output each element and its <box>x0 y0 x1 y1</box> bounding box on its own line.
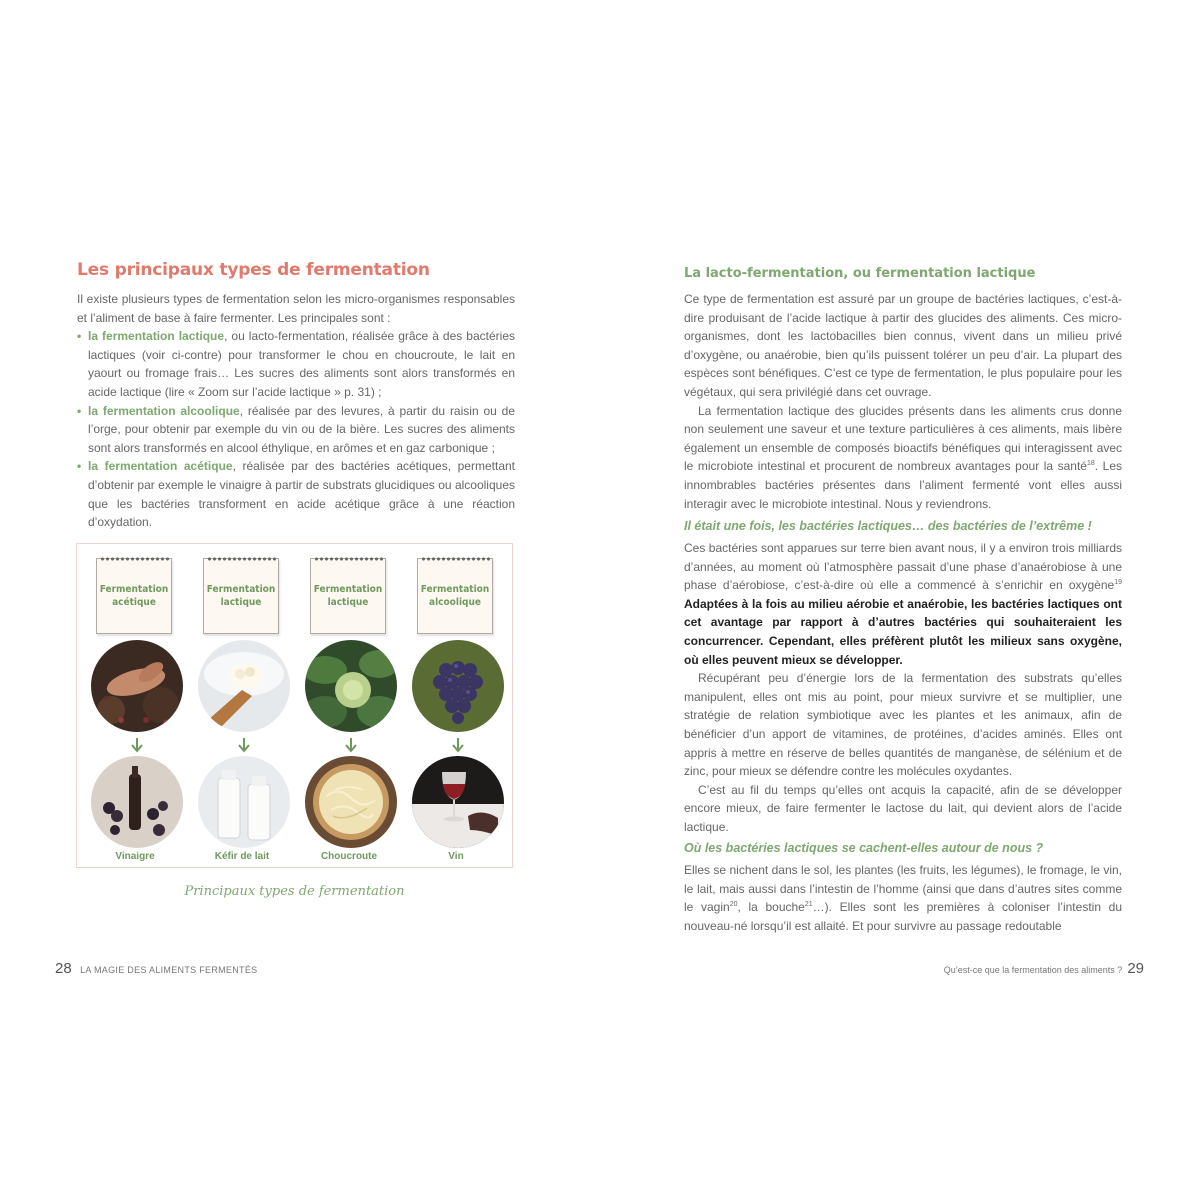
paragraph <box>684 861 1122 935</box>
paragraph <box>684 402 1122 514</box>
arrow-down-icon <box>130 737 144 753</box>
milk-bottles-photo <box>198 756 290 848</box>
grapes-photo <box>412 640 504 732</box>
bullet-icon: • <box>77 329 82 344</box>
notepad-card <box>417 558 493 634</box>
bullet-icon: • <box>77 403 82 418</box>
fermentation-figure <box>76 543 513 868</box>
fermentation-list <box>77 327 515 532</box>
right-page-footer <box>914 960 1144 977</box>
footnote-ref: 21 <box>804 901 813 909</box>
list-item <box>77 327 515 401</box>
list-text: , réalisée par des bactéries acétiques, permettant d’obtenir par exemple le vinaigre à partir de substrats glucidiques ou alcooliques que les bactéries transforment en acide acétique grâce à une réaction d’oxydation. <box>88 459 515 530</box>
list-term: la fermentation acétique <box>88 459 233 474</box>
notepad-label: Fermentation alcoolique <box>420 584 490 608</box>
figure-label: Kéfir de lait <box>214 851 270 862</box>
arrow-down-icon <box>451 737 465 753</box>
list-term: la fermentation lactique <box>88 329 225 344</box>
paragraph: Ce type de fermentation est assuré par un groupe de bactéries lactiques, c’est-à-dire produisant de l’acide lactique à partir des glucides des aliments. Ces micro-organismes, dont les lactobacilles bien connus, vivent dans un milieu privé d’oxygène, ou anaérobie, bien qu’ils puissent tolérer un peu d’air. La plupart des espèces sont bénéfiques. C’est ce type de fermentation, le plus populaire pour les végétaux, qui sera privilégié dans cet ouvrage. <box>684 292 1122 399</box>
kefir-grains-photo <box>198 640 290 732</box>
paragraph: C’est au fil du temps qu’elles ont acquis la capacité, afin de se développer encore mieux, de faire fermenter le lactose du lait, qui devient alors de l’acide lactique. <box>684 782 1122 834</box>
bullet-icon: • <box>77 459 82 474</box>
arrow-down-icon <box>237 737 251 753</box>
notepad-label: Fermentation lactique <box>313 584 383 608</box>
paragraph-text: Elles se nichent dans le sol, les plantes (les fruits, les légumes), le fromage, le vin, le lait, mais aussi dans l’intestin de l’homme (ainsi que dans d’autres sites comme le vagin <box>684 863 1122 915</box>
figure-label: Choucroute <box>320 851 378 862</box>
spiral-binding-icon <box>100 555 170 563</box>
hands-soil-photo <box>91 640 183 732</box>
list-item <box>77 402 515 458</box>
figure-column-kefir <box>192 544 292 869</box>
list-item <box>77 457 515 531</box>
subheading: Où les bactéries lactiques se cachent-elles autour de nous ? <box>684 841 1044 855</box>
cabbage-photo <box>305 640 397 732</box>
running-title: LA MAGIE DES ALIMENTS FERMENTÉS <box>80 965 258 975</box>
footnote-ref: 20 <box>729 901 738 909</box>
subheading: Il était une fois, les bactéries lactiques… des bactéries de l’extrême ! <box>684 519 1092 533</box>
spiral-binding-icon <box>314 555 384 563</box>
notepad-card <box>310 558 386 634</box>
intro-paragraph: Il existe plusieurs types de fermentation selon les micro-organismes responsables et l’aliment de base à faire fermenter. Les principales sont : <box>77 292 515 325</box>
notepad-label: Fermentation lactique <box>206 584 276 608</box>
notepad-card <box>203 558 279 634</box>
figure-caption: Principaux types de fermentation <box>184 884 405 899</box>
figure-column-acetique <box>85 544 185 869</box>
emphasis-text: Adaptées à la fois au milieu aérobie et anaérobie, les bactéries lactiques ont cet avantage par rapport à d’autres bactéries qui souhaiteraient les concurrencer. Cependant, elles préfèrent plutôt les milieux sans oxygène, où elles peuvent mieux se développer. <box>684 596 1122 667</box>
right-body-text-2 <box>684 539 1122 837</box>
figure-column-choucroute <box>299 544 399 869</box>
right-body-text-1 <box>684 290 1122 513</box>
right-page <box>600 0 1200 1200</box>
spiral-binding-icon <box>421 555 491 563</box>
figure-column-vin <box>406 544 506 869</box>
section-heading: La lacto-fermentation, ou fermentation lactique <box>684 266 1036 281</box>
wine-glass-photo <box>412 756 504 848</box>
list-text: , ou lacto-fermentation, réalisée grâce à des bactéries lactiques (voir ci-contre) pour transformer le chou en choucroute, le lait en yaourt ou fromage frais… Les sucres des aliments sont alors transformés en acide lactique (lire « Zoom sur l’acide lactique » p. 31) ; <box>88 329 515 399</box>
spiral-binding-icon <box>207 555 277 563</box>
notepad-card <box>96 558 172 634</box>
paragraph <box>684 539 1122 669</box>
figure-label: Vinaigre <box>115 851 155 862</box>
running-title: Qu’est-ce que la fermentation des aliments ? <box>943 965 1123 975</box>
left-page-footer <box>55 960 257 977</box>
figure-label: Vin <box>448 851 464 862</box>
page-number: 29 <box>1127 960 1144 977</box>
paragraph-text: La fermentation lactique des glucides présents dans les aliments crus donne non seulement une saveur et une texture particulières à ces aliments, mais libère également un ensemble de composés bioactifs bénéfiques qui interagissent avec le microbiote intestinal et procurent de nombreux avantages pour la santé <box>684 403 1122 474</box>
paragraph-text: . Les innombrables bactéries présentes dans l’aliment fermenté vont elles aussi interagir avec le microbiote intestinal. Nous y reviendrons. <box>684 459 1123 511</box>
list-text: , réalisée par des levures, à partir du raisin ou de l’orge, pour obtenir par exemple du vin ou de la bière. Les sucres des aliments sont alors transformés en alcool éthylique, en arômes et en gaz carbonique ; <box>88 403 516 455</box>
list-term: la fermentation alcoolique <box>88 403 240 418</box>
notepad-label: Fermentation acétique <box>99 584 169 608</box>
paragraph: Récupérant peu d’énergie lors de la fermentation des substrats qu’elles manipulent, elles ont mis au point, pour mieux survivre et se multiplier, une stratégie de relation symbiotique avec les plantes et les animaux, afin de bénéficier d’un apport de vitamines, de protéines, d’acides aminés. Elles ont appris à mettre en réserve de belles quantités de manganèse, de sélénium et de zinc, pour mieux se défendre contre les molécules oxydantes. <box>684 671 1122 779</box>
paragraph-text: …). Elles sont les premières à coloniser l’intestin du nouveau-né lorsqu’il est allaité. Et pour survivre au passage redoutable <box>684 900 1122 933</box>
right-body-text-3 <box>684 861 1122 935</box>
page-number: 28 <box>55 960 72 977</box>
sauerkraut-bowl-photo <box>305 756 397 848</box>
section-heading: Les principaux types de fermentation <box>77 260 430 280</box>
paragraph-text: , la bouche <box>737 900 805 915</box>
vinegar-bottle-photo <box>91 756 183 848</box>
left-body-text <box>77 290 515 532</box>
paragraph-text: Ces bactéries sont apparues sur terre bien avant nous, il y a environ trois milliards d’années, au moment où l’atmosphère passait d’une phase d’anaérobiose à une phase d’aérobiose, c’est-à-dire où elle a commencé à s’enrichir en oxygène <box>684 541 1122 593</box>
footnote-ref: 19 <box>1114 579 1122 587</box>
footnote-ref: 18 <box>1086 460 1095 468</box>
arrow-down-icon <box>344 737 358 753</box>
